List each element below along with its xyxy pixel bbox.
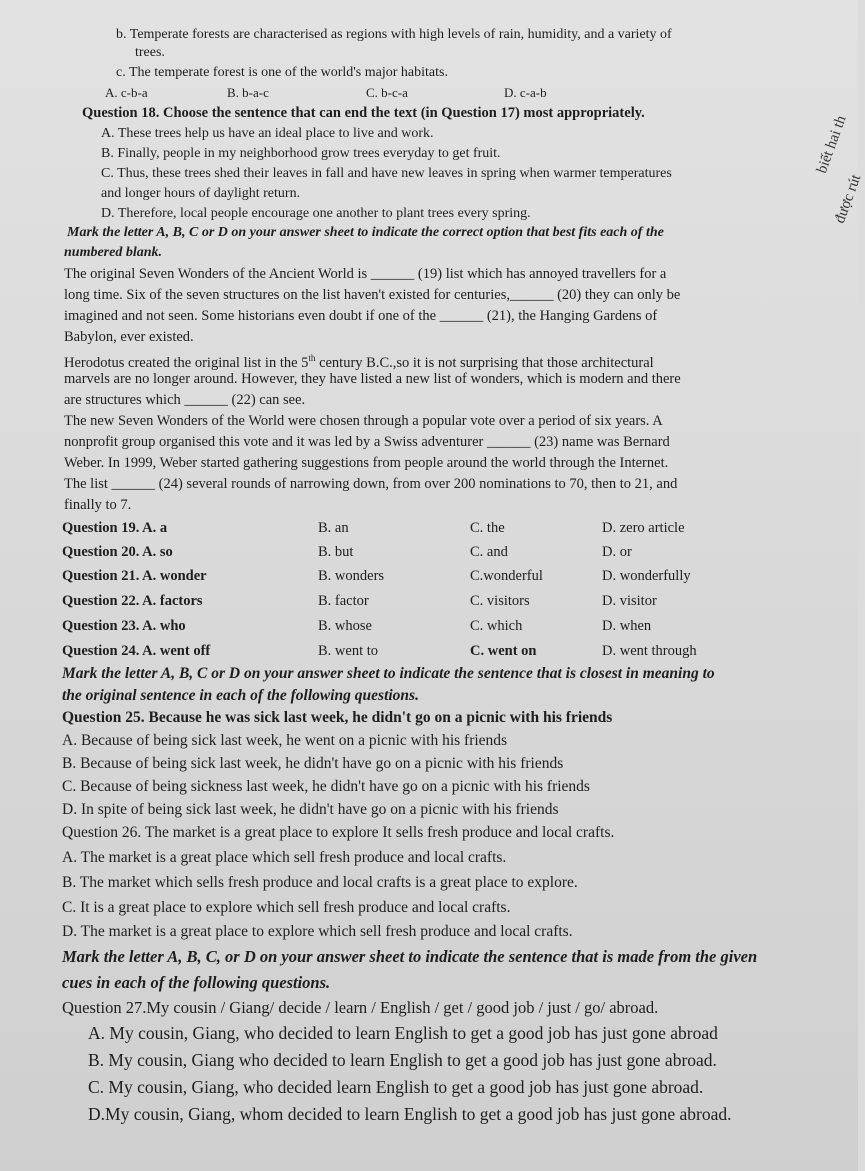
q17-option-c: C. b-c-a [366,85,408,100]
q18-option-a: A. These trees help us have an ideal place to live and work. [101,126,434,141]
q23-option-a: Question 23. A. who [62,618,186,634]
q20-option-c: C. and [470,544,508,560]
passage-line: marvels are no longer around. However, they have listed a new list of wonders, which is modern and there [64,371,681,387]
q23-option-c: C. which [470,618,523,634]
q24-option-a: Question 24. A. went off [62,643,211,659]
option-c-text: c. The temperate forest is one of the world's major habitats. [116,65,448,80]
q25-option-a: A. Because of being sick last week, he went on a picnic with his friends [62,732,508,749]
passage-line: The original Seven Wonders of the Ancient World is ______ (19) list which has annoyed travellers for a [64,266,667,282]
q19-option-a: Question 19. A. a [62,520,168,536]
q17-option-b: B. b-a-c [227,85,269,100]
instruction-given-cues-cont: cues in each of the following questions. [62,973,331,992]
q26-option-b: B. The market which sells fresh produce and local crafts is a great place to explore. [62,874,578,891]
margin-text-2: được rút [832,172,865,226]
instruction-closest-meaning: Mark the letter A, B, C or D on your answer sheet to indicate the sentence that is closest in meaning to [62,665,715,682]
q18-option-b: B. Finally, people in my neighborhood grow trees everyday to get fruit. [101,146,501,161]
margin-text-1: biết hai th [814,113,850,176]
q25-option-c: C. Because of being sickness last week, he didn't have go on a picnic with his friends [62,778,590,795]
instruction-fill-blank: Mark the letter A, B, C or D on your answer sheet to indicate the correct option that best fits each of the [67,225,664,240]
q19-option-b: B. an [318,520,349,536]
q23-option-d: D. when [602,618,652,634]
q27-option-a: A. My cousin, Giang, who decided to learn English to get a good job has just gone abroad [88,1023,718,1043]
q18-option-c: C. Thus, these trees shed their leaves in fall and have new leaves in spring when warmer temperatures [101,166,672,181]
q21-option-b: B. wonders [318,568,385,584]
q20-option-a: Question 20. A. so [62,544,173,560]
q20-option-d: D. or [602,544,632,560]
q27-option-b: B. My cousin, Giang who decided to learn English to get a good job has just gone abroad. [88,1050,717,1070]
q18-title: Question 18. Choose the sentence that can end the text (in Question 17) most appropriately. [82,105,645,121]
q27-title: Question 27.My cousin / Giang/ decide / learn / English / get / good job / just / go/ abroad. [62,998,659,1017]
q24-option-d: D. went through [602,643,697,659]
q22-option-d: D. visitor [602,593,657,609]
q26-option-a: A. The market is a great place which sell fresh produce and local crafts. [62,849,507,866]
q25-title: Question 25. Because he was sick last week, he didn't go on a picnic with his friends [62,709,613,726]
q21-option-a: Question 21. A. wonder [62,568,207,584]
margin-rotated-text [808,70,865,230]
passage-line: imagined and not seen. Some historians even doubt if one of the ______ (21), the Hanging Gardens of [64,308,658,324]
option-b-text: b. Temperate forests are characterised as regions with high levels of rain, humidity, and a variety of [116,27,672,42]
passage-line: The list ______ (24) several rounds of narrowing down, from over 200 nominations to 70, then to 21, and [64,476,678,492]
q18-option-c-cont: and longer hours of daylight return. [101,186,301,201]
q22-option-a: Question 22. A. factors [62,593,203,609]
q18-option-d: D. Therefore, local people encourage one another to plant trees every spring. [101,206,531,221]
passage-line: Weber. In 1999, Weber started gathering suggestions from people around the world through the Internet. [64,455,669,471]
passage-line: long time. Six of the seven structures on the list haven't existed for centuries,______ (20) they can only be [64,287,681,303]
q25-option-d: D. In spite of being sick last week, he didn't have go on a picnic with his friends [62,801,559,818]
passage-line: The new Seven Wonders of the World were chosen through a popular vote over a period of six years. A [64,413,663,429]
instruction-given-cues: Mark the letter A, B, C, or D on your answer sheet to indicate the sentence that is made from the given [62,947,758,966]
q22-option-c: C. visitors [470,593,530,609]
q26-option-d: D. The market is a great place to explore which sell fresh produce and local crafts. [62,923,573,940]
q17-option-a: A. c-b-a [105,85,148,100]
q25-option-b: B. Because of being sick last week, he didn't have go on a picnic with his friends [62,755,564,772]
q17-option-d: D. c-a-b [504,85,547,100]
q19-option-d: D. zero article [602,520,685,536]
passage-line: are structures which ______ (22) can see. [64,392,306,408]
passage-line: finally to 7. [64,497,132,513]
q21-option-c: C.wonderful [470,568,543,584]
passage-line: Babylon, ever existed. [64,329,194,345]
q26-title: Question 26. The market is a great place to explore It sells fresh produce and local crafts. [62,824,615,841]
q27-option-c: C. My cousin, Giang, who decided learn English to get a good job has just gone abroad. [88,1077,704,1097]
q22-option-b: B. factor [318,593,369,609]
instruction-closest-meaning-cont: the original sentence in each of the following questions. [62,687,419,704]
q26-option-c: C. It is a great place to explore which sell fresh produce and local crafts. [62,899,511,916]
q23-option-b: B. whose [318,618,372,634]
q19-option-c: C. the [470,520,505,536]
q24-option-c: C. went on [470,643,537,659]
instruction-fill-blank-cont: numbered blank. [64,245,163,260]
q24-option-b: B. went to [318,643,379,659]
q20-option-b: B. but [318,544,354,560]
q27-option-d: D.My cousin, Giang, whom decided to learn English to get a good job has just gone abroad. [88,1104,732,1124]
option-b-text-cont: trees. [135,45,165,60]
passage-line: Herodotus created the original list in the 5th century B.C.,so it is not surprising that those architectural [64,353,654,371]
q21-option-d: D. wonderfully [602,568,691,584]
passage-line: nonprofit group organised this vote and it was led by a Swiss adventurer ______ (23) name was Bernard [64,434,670,450]
